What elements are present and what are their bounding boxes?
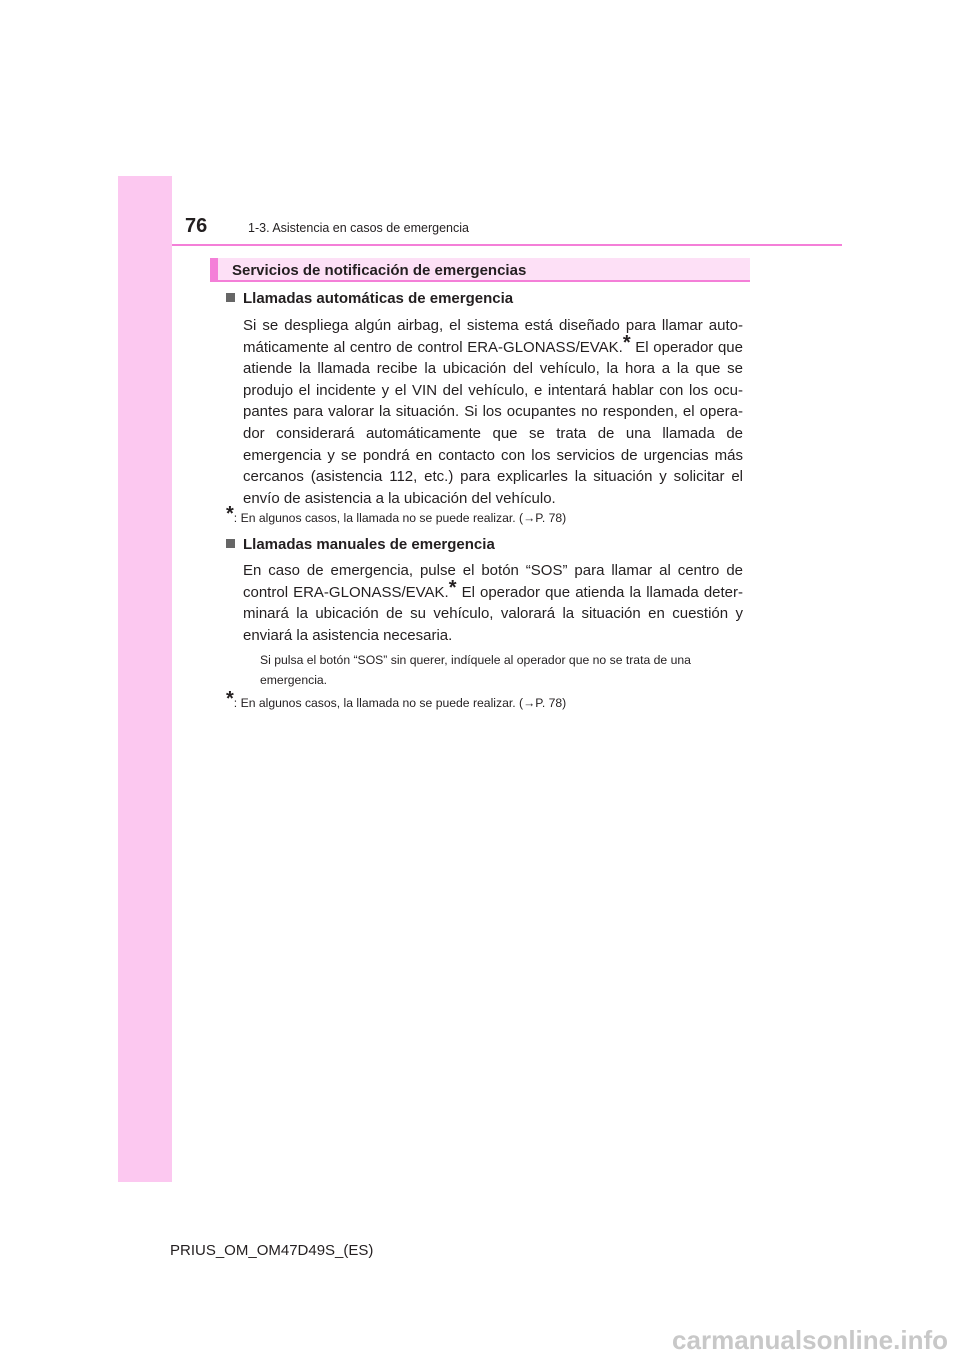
square-bullet-icon — [226, 293, 235, 302]
section-heading-text: Servicios de notificación de emergencias — [232, 262, 527, 279]
footnote-asterisk: * — [226, 503, 234, 525]
document-code: PRIUS_OM_OM47D49S_(ES) — [170, 1242, 374, 1259]
side-tab-strip — [118, 176, 172, 1182]
paragraph-auto-call-text-2: El operador que atiende la llamada recibe la ubicación del vehículo, la hora a la que se produjo el incidente y el VIN del vehículo, e intentará hablar con los ocu-pantes para valorar la situación. Si los ocupantes no responden, el opera-dor considerará automáticamente que se trata de una llamada de emergencia y se pondrá en contacto con los servicios de urgencias más cercanos (asistencia 112, etc.) para explicarles la situación y solicitar el envío de asistencia a la ubicación del vehículo. — [243, 338, 743, 507]
paragraph-manual-call — [243, 560, 743, 646]
note-accidental-press: Si pulsa el botón “SOS” sin querer, indíquele al operador que no se trata de una emergencia. — [260, 653, 691, 687]
section-title: 1-3. Asistencia en casos de emergencia — [248, 221, 469, 235]
watermark: carmanualsonline.info — [672, 1325, 948, 1355]
paragraph-auto-call — [243, 315, 743, 509]
subheading-auto-call-text: Llamadas automáticas de emergencia — [243, 290, 514, 307]
page-number: 76 — [185, 215, 208, 237]
asterisk-marker: * — [448, 576, 457, 599]
header-divider — [172, 244, 842, 246]
paragraph-manual-call-text-2: El operador que atienda la llamada deter-minará la ubicación de su vehículo, valorará la situación en cuestión y enviará la asistencia necesaria. — [243, 583, 743, 644]
subheading-manual-call — [226, 537, 495, 552]
subheading-auto-call — [226, 291, 513, 306]
paragraph-auto-call-text-1: Si se despliega algún airbag, el sistema está diseñado para llamar auto-máticamente al centro de control ERA-GLONASS/EVAK. — [243, 317, 743, 356]
footnote-manual-call-text: : En algunos casos, la llamada no se puede realizar. (→P. 78) — [233, 696, 567, 710]
square-bullet-icon — [226, 539, 235, 548]
asterisk-marker: * — [622, 331, 631, 354]
footnote-asterisk: * — [226, 688, 234, 710]
section-heading — [210, 258, 750, 282]
footnote-auto-call — [226, 503, 567, 525]
footnote-manual-call — [226, 688, 567, 710]
paragraph-manual-call-text-1: En caso de emergencia, pulse el botón “SOS” para llamar al centro de control ERA-GLONASS/EVAK. — [243, 562, 743, 601]
footnote-auto-call-text: : En algunos casos, la llamada no se puede realizar. (→P. 78) — [233, 511, 567, 525]
subheading-manual-call-text: Llamadas manuales de emergencia — [243, 536, 495, 553]
